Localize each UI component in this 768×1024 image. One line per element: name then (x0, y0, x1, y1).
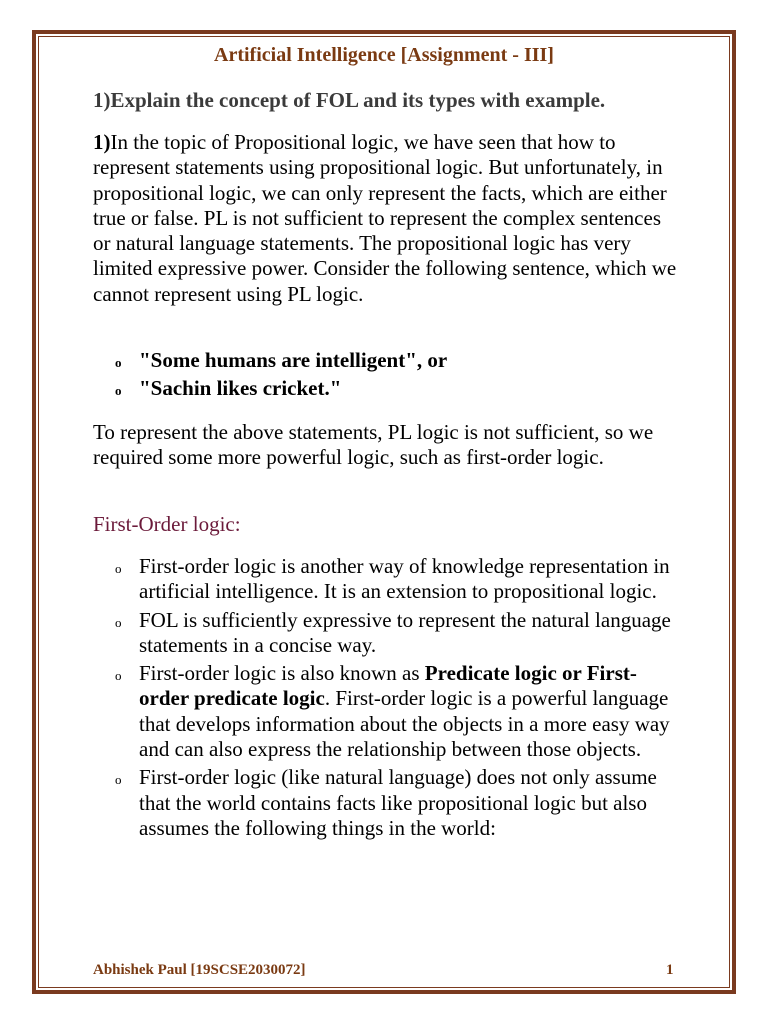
section-heading: First-Order logic: (93, 512, 241, 536)
page-number: 1 (666, 962, 674, 978)
intro-paragraph (93, 130, 683, 307)
question-heading: 1)Explain the concept of FOL and its types with example. (93, 88, 606, 112)
bullet-circle-icon: o (115, 614, 122, 630)
footer-author: Abhishek Paul [19SCSE2030072] (93, 962, 306, 978)
list-item (93, 348, 683, 373)
bullet-circle-icon: o (115, 668, 122, 684)
bullet-circle-icon: o (115, 561, 122, 576)
intro-text: In the topic of Propositional logic, we have seen that how to represent statements using propositional logic. But unfortunately, in propositional logic, we can only represent the facts, which are either true or false. PL is not sufficient to represent the complex sentences or natural language statements. The propositional logic has very limited expressive power. Consider the following sentence, which we cannot represent using PL logic. (93, 130, 677, 306)
bullet-circle-icon: o (115, 383, 122, 399)
conclusion-paragraph: To represent the above statements, PL logic is not sufficient, so we required some more powerful logic, such as first-order logic. (93, 420, 654, 470)
list-item (93, 608, 683, 659)
fol-points-list (93, 554, 683, 844)
point-text: FOL is sufficiently expressive to represent the natural language statements in a concise way. (139, 607, 671, 657)
point-text-pre: First-order logic is also known as (139, 661, 425, 686)
document-title: Artificial Intelligence [Assignment - III] (214, 44, 554, 66)
example-list (93, 348, 683, 402)
list-item (93, 765, 683, 841)
bullet-circle-icon: o (115, 772, 122, 788)
point-text-bold: Predicate logic or First-order predicate logic (139, 661, 637, 711)
point-text: First-order logic is another way of knowledge representation in artificial intelligence. It is an extension to propositional logic. (139, 554, 670, 604)
bullet-circle-icon: o (115, 355, 122, 370)
point-text-post: . First-order logic is a powerful language that develops information about the objects in a more easy way and can also express the relationship between those objects. (139, 686, 670, 762)
list-item (93, 554, 683, 605)
list-item (93, 376, 683, 401)
intro-marker: 1) (93, 130, 111, 154)
point-text: First-order logic (like natural language) does not only assume that the world contains facts like propositional logic but also assumes the following things in the world: (139, 765, 657, 840)
list-item (93, 661, 683, 762)
example-text: "Sachin likes cricket." (139, 376, 342, 401)
example-text: "Some humans are intelligent", or (139, 348, 448, 372)
